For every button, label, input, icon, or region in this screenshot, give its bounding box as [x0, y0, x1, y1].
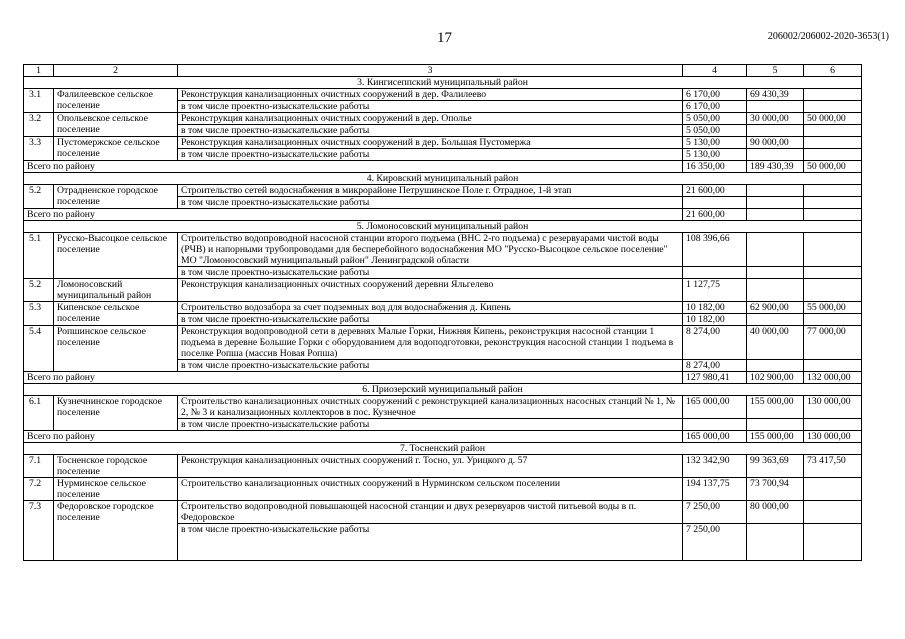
district-total-label: Всего по району: [24, 431, 683, 443]
work-description: Строительство водопроводной повышающей насосной станции и двух резервуаров чистой питьевой воды в п. Федоровское: [178, 501, 683, 524]
work-description: в том числе проектно-изыскательские работы: [178, 197, 683, 209]
total-col-5: 102 900,00: [747, 372, 804, 384]
value-col-4: 5 130,00: [683, 149, 747, 161]
column-header: 5: [747, 65, 804, 77]
value-col-4: [683, 197, 747, 209]
value-col-6: [804, 101, 862, 113]
entry-number: 3.1: [24, 89, 54, 113]
column-header-row: [24, 65, 862, 77]
value-col-4: 165 000,00: [683, 396, 747, 419]
value-col-5: 90 000,00: [747, 137, 804, 149]
entry-number: 7.3: [24, 501, 54, 561]
total-col-4: 127 980,41: [683, 372, 747, 384]
district-total-label: Всего по району: [24, 372, 683, 384]
column-header: 1: [24, 65, 54, 77]
value-col-6: [804, 360, 862, 372]
value-col-5: [747, 279, 804, 302]
district-total-row: [24, 209, 862, 221]
value-col-5: [747, 149, 804, 161]
municipality-name: Ломоносовский муниципальный район: [54, 279, 178, 302]
table-row: [24, 501, 862, 524]
table-row: [24, 185, 862, 197]
page-number: 17: [437, 30, 452, 46]
section-title-row: [24, 443, 862, 455]
district-total-label: Всего по району: [24, 161, 683, 173]
value-col-5: [747, 314, 804, 326]
section-title: 6. Приозерский муниципальный район: [24, 384, 862, 396]
entry-number: 5.2: [24, 279, 54, 302]
municipality-name: Нурминское сельское поселение: [54, 478, 178, 501]
value-col-6: [804, 149, 862, 161]
value-col-5: 40 000,00: [747, 326, 804, 360]
value-col-6: 130 000,00: [804, 396, 862, 419]
total-col-6: [804, 209, 862, 221]
total-col-6: 132 000,00: [804, 372, 862, 384]
table-row: [24, 302, 862, 314]
value-col-5: 99 363,69: [747, 455, 804, 478]
work-description: в том числе проектно-изыскательские работы: [178, 125, 683, 137]
total-col-6: 130 000,00: [804, 431, 862, 443]
value-col-6: 73 417,50: [804, 455, 862, 478]
work-description: Строительство канализационных очистных сооружений в Нурминском сельском поселении: [178, 478, 683, 501]
municipality-name: Пустомержское сельское поселение: [54, 137, 178, 161]
section-title-row: [24, 77, 862, 89]
municipality-name: Русско-Высоцкое сельское поселение: [54, 233, 178, 279]
table-row: [24, 455, 862, 478]
value-col-6: [804, 478, 862, 501]
value-col-4: 6 170,00: [683, 89, 747, 101]
entry-number: 5.1: [24, 233, 54, 279]
total-col-4: 165 000,00: [683, 431, 747, 443]
municipality-name: Кузнечнинское городское поселение: [54, 396, 178, 431]
value-col-5: [747, 419, 804, 431]
work-description: Строительство водозабора за счет подземных вод для водоснабжения д. Кипень: [178, 302, 683, 314]
value-col-4: 1 127,75: [683, 279, 747, 302]
value-col-4: 7 250,00: [683, 501, 747, 524]
district-total-row: [24, 431, 862, 443]
table-row: [24, 279, 862, 302]
total-col-4: 21 600,00: [683, 209, 747, 221]
work-description: в том числе проектно-изыскательские работы: [178, 419, 683, 431]
section-title: 5. Ломоносовский муниципальный район: [24, 221, 862, 233]
table-row: [24, 233, 862, 267]
value-col-4: [683, 419, 747, 431]
value-col-4: 5 050,00: [683, 113, 747, 125]
value-col-4: 5 050,00: [683, 125, 747, 137]
value-col-5: [747, 125, 804, 137]
value-col-6: 77 000,00: [804, 326, 862, 360]
value-col-6: [804, 419, 862, 431]
municipality-name: Федоровское городское поселение: [54, 501, 178, 561]
column-header: 3: [178, 65, 683, 77]
value-col-4: 5 130,00: [683, 137, 747, 149]
value-col-5: 80 000,00: [747, 501, 804, 524]
value-col-4: 7 250,00: [683, 524, 747, 561]
column-header: 6: [804, 65, 862, 77]
section-title: 3. Кингисеппский муниципальный район: [24, 77, 862, 89]
entry-number: 7.2: [24, 478, 54, 501]
section-title: 4. Кировский муниципальный район: [24, 173, 862, 185]
value-col-5: [747, 360, 804, 372]
column-header: 4: [683, 65, 747, 77]
work-description: в том числе проектно-изыскательские работы: [178, 524, 683, 561]
municipality-name: Тосненское городское поселение: [54, 455, 178, 478]
value-col-6: [804, 314, 862, 326]
value-col-5: [747, 197, 804, 209]
value-col-4: 10 182,00: [683, 302, 747, 314]
work-description: в том числе проектно-изыскательские работы: [178, 360, 683, 372]
section-title: 7. Тосненский район: [24, 443, 862, 455]
municipality-name: Ропшинское сельское поселение: [54, 326, 178, 372]
municipality-name: Фалилеевское сельское поселение: [54, 89, 178, 113]
value-col-4: 132 342,90: [683, 455, 747, 478]
value-col-6: 50 000,00: [804, 113, 862, 125]
value-col-4: 108 396,66: [683, 233, 747, 267]
value-col-4: 8 274,00: [683, 326, 747, 360]
value-col-6: [804, 197, 862, 209]
value-col-5: 62 900,00: [747, 302, 804, 314]
column-header: 2: [54, 65, 178, 77]
table-row: [24, 137, 862, 149]
document-code: 206002/206002-2020-3653(1): [767, 31, 889, 42]
work-description: Реконструкция канализационных очистных сооружений в дер. Большая Пустомержа: [178, 137, 683, 149]
value-col-6: [804, 89, 862, 101]
entry-number: 5.4: [24, 326, 54, 372]
value-col-6: [804, 185, 862, 197]
total-col-4: 16 350,00: [683, 161, 747, 173]
section-title-row: [24, 384, 862, 396]
work-description: Строительство водопроводной насосной станции второго подъема (ВНС 2-го подъема) с резервуарами чистой воды (РЧВ) и напорными трубопроводами для бесперебойного водоснабжения МО "Русско-Высоцкое сельское поселение" МО "Ломоносовский муниципальный район" Ленинградской области: [178, 233, 683, 267]
value-col-6: [804, 267, 862, 279]
value-col-6: [804, 233, 862, 267]
value-col-6: [804, 137, 862, 149]
work-description: Реконструкция канализационных очистных сооружений в дер. Ополье: [178, 113, 683, 125]
value-col-4: [683, 267, 747, 279]
value-col-4: 21 600,00: [683, 185, 747, 197]
table-row: [24, 396, 862, 419]
value-col-6: 55 000,00: [804, 302, 862, 314]
program-table: [23, 64, 862, 561]
value-col-5: [747, 233, 804, 267]
work-description: в том числе проектно-изыскательские работы: [178, 267, 683, 279]
section-title-row: [24, 173, 862, 185]
value-col-5: [747, 101, 804, 113]
entry-number: 3.2: [24, 113, 54, 137]
value-col-4: 8 274,00: [683, 360, 747, 372]
municipality-name: Опольевское сельское поселение: [54, 113, 178, 137]
value-col-5: [747, 267, 804, 279]
work-description: Реконструкция канализационных очистных сооружений г. Тосно, ул. Урицкого д. 57: [178, 455, 683, 478]
value-col-6: [804, 524, 862, 561]
work-description: Реконструкция канализационных очистных сооружений деревни Яльгелево: [178, 279, 683, 302]
section-title-row: [24, 221, 862, 233]
value-col-5: [747, 185, 804, 197]
municipality-name: Кипенское сельское поселение: [54, 302, 178, 326]
value-col-4: 6 170,00: [683, 101, 747, 113]
table-row: [24, 326, 862, 360]
entry-number: 6.1: [24, 396, 54, 431]
district-total-row: [24, 372, 862, 384]
work-description: Реконструкция канализационных очистных сооружений в дер. Фалилеево: [178, 89, 683, 101]
table-row: [24, 89, 862, 101]
total-col-5: 155 000,00: [747, 431, 804, 443]
entry-number: 3.3: [24, 137, 54, 161]
work-description: Строительство сетей водоснабжения в микрорайоне Петрушинское Поле г. Отрадное, 1-й этап: [178, 185, 683, 197]
district-total-row: [24, 161, 862, 173]
value-col-5: 69 430,39: [747, 89, 804, 101]
district-total-label: Всего по району: [24, 209, 683, 221]
entry-number: 5.2: [24, 185, 54, 209]
work-description: в том числе проектно-изыскательские работы: [178, 314, 683, 326]
work-description: в том числе проектно-изыскательские работы: [178, 101, 683, 113]
value-col-5: 155 000,00: [747, 396, 804, 419]
value-col-5: 30 000,00: [747, 113, 804, 125]
table-row: [24, 478, 862, 501]
table-body: [24, 65, 862, 561]
work-description: Реконструкция водопроводной сети в деревнях Малые Горки, Нижняя Кипень, реконструкция насосной станции 1 подъема в деревне Большие Горки с оборудованием для водоподготовки, реконструкция насосной станции 1 подъема в поселке Ропша (массив Новая Ропша): [178, 326, 683, 360]
value-col-6: [804, 501, 862, 524]
entry-number: 7.1: [24, 455, 54, 478]
table-row: [24, 113, 862, 125]
work-description: в том числе проектно-изыскательские работы: [178, 149, 683, 161]
value-col-4: 194 137,75: [683, 478, 747, 501]
total-col-5: 189 430,39: [747, 161, 804, 173]
value-col-5: 73 700,94: [747, 478, 804, 501]
value-col-5: [747, 524, 804, 561]
total-col-5: [747, 209, 804, 221]
entry-number: 5.3: [24, 302, 54, 326]
value-col-4: 10 182,00: [683, 314, 747, 326]
value-col-6: [804, 125, 862, 137]
total-col-6: 50 000,00: [804, 161, 862, 173]
value-col-6: [804, 279, 862, 302]
work-description: Строительство канализационных очистных сооружений с реконструкцией канализационных насосных станций № 1, № 2, № 3 и канализационных коллекторов в пос. Кузнечное: [178, 396, 683, 419]
municipality-name: Отрадненское городское поселение: [54, 185, 178, 209]
